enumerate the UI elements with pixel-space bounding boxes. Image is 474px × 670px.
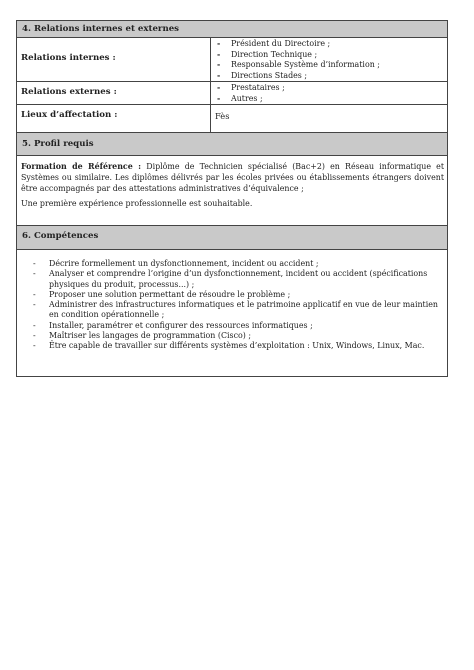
location-value: Fès	[211, 105, 448, 133]
job-description-page	[16, 20, 447, 377]
experience-text: Une première expérience professionnelle est souhaitable.	[21, 199, 253, 208]
location-label: Lieux d’affectation :	[17, 105, 211, 133]
formation-label: Formation de Référence :	[21, 162, 142, 171]
profile-cell	[17, 156, 448, 226]
internal-relations-cell	[211, 38, 448, 82]
list-item: - Prestataires ;	[231, 83, 443, 94]
section-5-header: 5. Profil requis	[17, 133, 448, 156]
list-item: - Proposer une solution permettant de résoudre le problème ;	[49, 290, 439, 300]
internal-relations-label: Relations internes :	[17, 38, 211, 82]
formation-paragraph	[21, 161, 444, 194]
list-item: - Président du Directoire ;	[231, 39, 443, 50]
external-relations-cell	[211, 82, 448, 105]
internal-relations-list	[215, 39, 443, 81]
list-item: - Analyser et comprendre l’origine d’un dysfonctionnement, incident ou accident (spécifications physiques du produit, processus...) ;	[49, 269, 439, 290]
section-4-header: 4. Relations internes et externes	[17, 21, 448, 38]
list-item: - Être capable de travailler sur différents systèmes d’exploitation : Unix, Windows, Linux, Mac.	[49, 341, 439, 351]
section-6-header: 6. Compétences	[17, 226, 448, 250]
external-relations-label: Relations externes :	[17, 82, 211, 105]
list-item: - Décrire formellement un dysfonctionnement, incident ou accident ;	[49, 259, 439, 269]
external-relations-list	[215, 83, 443, 104]
list-item: - Maîtriser les langages de programmation (Cisco) ;	[49, 331, 439, 341]
competences-cell	[17, 250, 448, 377]
list-item: - Direction Technique ;	[231, 50, 443, 61]
relations-table	[16, 20, 448, 377]
formation-text: Diplôme de Technicien spécialisé (Bac+2) en Réseau informatique et Systèmes ou similaire. Les diplômes délivrés par les écoles privées ou établissements étrangers doivent être accompagnés par des attestations administratives d’équivalence ;	[21, 162, 445, 193]
list-item: - Administrer des infrastructures informatiques et le patrimoine applicatif en vue de leur maintien en condition opérationnelle ;	[49, 300, 439, 321]
list-item: - Autres ;	[231, 94, 443, 105]
list-item: - Installer, paramétrer et configurer des ressources informatiques ;	[49, 321, 439, 331]
competences-list	[25, 259, 439, 352]
list-item: - Directions Stades ;	[231, 71, 443, 82]
list-item: - Responsable Système d’information ;	[231, 60, 443, 71]
